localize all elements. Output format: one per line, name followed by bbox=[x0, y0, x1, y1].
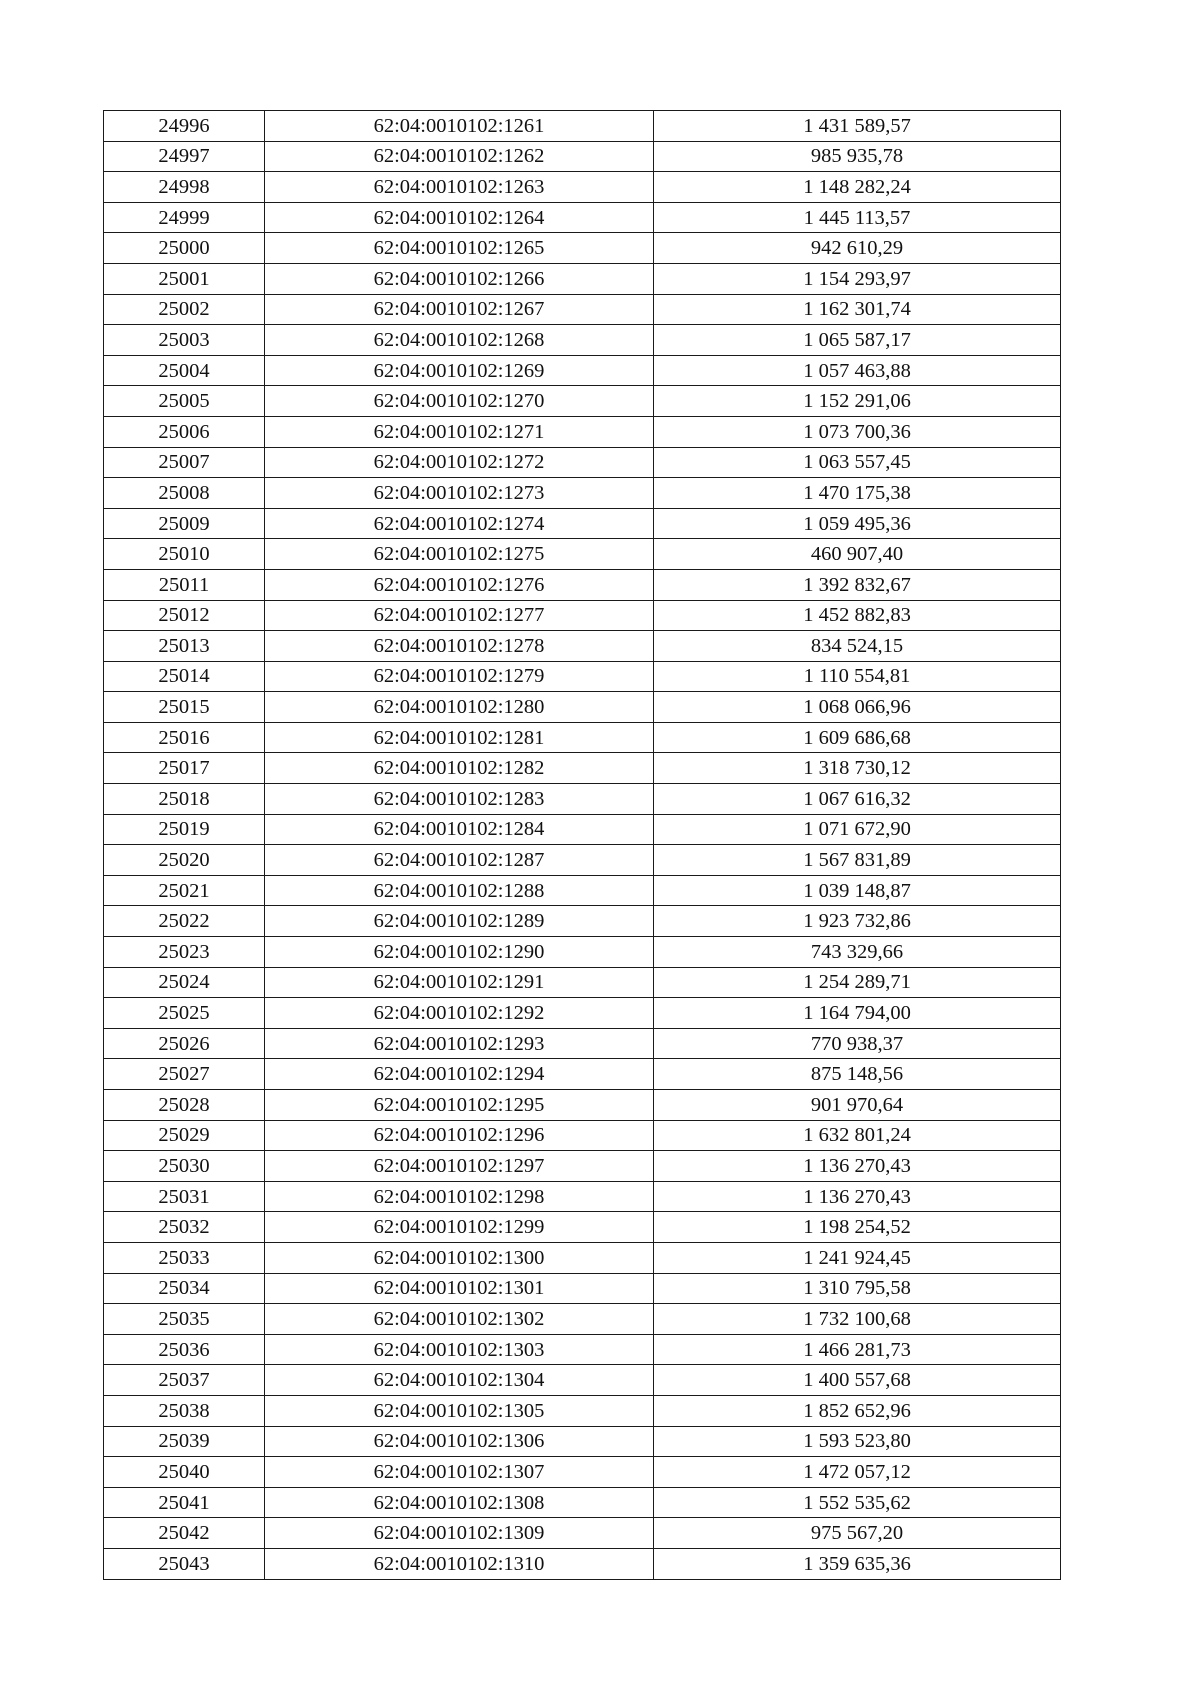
cadastral-value-cell: 1 593 523,80 bbox=[654, 1426, 1061, 1457]
cadastral-number-cell: 62:04:0010102:1308 bbox=[265, 1487, 654, 1518]
cadastral-number-cell: 62:04:0010102:1290 bbox=[265, 937, 654, 968]
row-number-cell: 25042 bbox=[104, 1518, 265, 1549]
table-row bbox=[104, 1028, 1061, 1059]
cadastral-value-cell: 1 732 100,68 bbox=[654, 1304, 1061, 1335]
table-row bbox=[104, 1518, 1061, 1549]
cadastral-value-cell: 1 059 495,36 bbox=[654, 508, 1061, 539]
cadastral-number-cell: 62:04:0010102:1307 bbox=[265, 1457, 654, 1488]
table-row bbox=[104, 1426, 1061, 1457]
cadastral-number-cell: 62:04:0010102:1296 bbox=[265, 1120, 654, 1151]
cadastral-value-cell: 770 938,37 bbox=[654, 1028, 1061, 1059]
cadastral-number-cell: 62:04:0010102:1263 bbox=[265, 172, 654, 203]
cadastral-value-cell: 1 162 301,74 bbox=[654, 294, 1061, 325]
row-number-cell: 25030 bbox=[104, 1151, 265, 1182]
cadastral-number-cell: 62:04:0010102:1303 bbox=[265, 1334, 654, 1365]
row-number-cell: 25026 bbox=[104, 1028, 265, 1059]
cadastral-value-cell: 975 567,20 bbox=[654, 1518, 1061, 1549]
cadastral-number-cell: 62:04:0010102:1274 bbox=[265, 508, 654, 539]
cadastral-number-cell: 62:04:0010102:1273 bbox=[265, 478, 654, 509]
table-row bbox=[104, 967, 1061, 998]
table-row bbox=[104, 600, 1061, 631]
table-row bbox=[104, 1334, 1061, 1365]
cadastral-value-cell: 901 970,64 bbox=[654, 1090, 1061, 1121]
cadastral-number-cell: 62:04:0010102:1280 bbox=[265, 692, 654, 723]
cadastral-value-cell: 875 148,56 bbox=[654, 1059, 1061, 1090]
row-number-cell: 25007 bbox=[104, 447, 265, 478]
cadastral-number-cell: 62:04:0010102:1268 bbox=[265, 325, 654, 356]
row-number-cell: 25011 bbox=[104, 569, 265, 600]
cadastral-number-cell: 62:04:0010102:1270 bbox=[265, 386, 654, 417]
cadastral-value-cell: 1 067 616,32 bbox=[654, 784, 1061, 815]
row-number-cell: 25023 bbox=[104, 937, 265, 968]
row-number-cell: 25043 bbox=[104, 1548, 265, 1579]
cadastral-number-cell: 62:04:0010102:1265 bbox=[265, 233, 654, 264]
table-body bbox=[104, 111, 1061, 1580]
row-number-cell: 25001 bbox=[104, 263, 265, 294]
cadastral-value-cell: 1 136 270,43 bbox=[654, 1181, 1061, 1212]
cadastral-value-cell: 1 445 113,57 bbox=[654, 202, 1061, 233]
cadastral-value-cell: 985 935,78 bbox=[654, 141, 1061, 172]
row-number-cell: 25009 bbox=[104, 508, 265, 539]
cadastral-number-cell: 62:04:0010102:1305 bbox=[265, 1395, 654, 1426]
cadastral-number-cell: 62:04:0010102:1289 bbox=[265, 906, 654, 937]
row-number-cell: 24998 bbox=[104, 172, 265, 203]
row-number-cell: 25038 bbox=[104, 1395, 265, 1426]
cadastral-number-cell: 62:04:0010102:1275 bbox=[265, 539, 654, 570]
cadastral-number-cell: 62:04:0010102:1291 bbox=[265, 967, 654, 998]
cadastral-value-cell: 1 152 291,06 bbox=[654, 386, 1061, 417]
cadastral-value-cell: 1 164 794,00 bbox=[654, 998, 1061, 1029]
table-row bbox=[104, 1181, 1061, 1212]
row-number-cell: 25034 bbox=[104, 1273, 265, 1304]
row-number-cell: 25006 bbox=[104, 416, 265, 447]
cadastral-number-cell: 62:04:0010102:1282 bbox=[265, 753, 654, 784]
table-row bbox=[104, 1548, 1061, 1579]
table-row bbox=[104, 1304, 1061, 1335]
cadastral-value-cell: 1 609 686,68 bbox=[654, 722, 1061, 753]
row-number-cell: 25017 bbox=[104, 753, 265, 784]
cadastral-value-cell: 1 472 057,12 bbox=[654, 1457, 1061, 1488]
cadastral-value-cell: 1 552 535,62 bbox=[654, 1487, 1061, 1518]
cadastral-number-cell: 62:04:0010102:1262 bbox=[265, 141, 654, 172]
row-number-cell: 25025 bbox=[104, 998, 265, 1029]
cadastral-value-cell: 743 329,66 bbox=[654, 937, 1061, 968]
cadastral-value-cell: 1 063 557,45 bbox=[654, 447, 1061, 478]
cadastral-value-cell: 1 310 795,58 bbox=[654, 1273, 1061, 1304]
cadastral-value-cell: 1 400 557,68 bbox=[654, 1365, 1061, 1396]
cadastral-value-cell: 1 241 924,45 bbox=[654, 1242, 1061, 1273]
table-row bbox=[104, 386, 1061, 417]
table-row bbox=[104, 998, 1061, 1029]
row-number-cell: 25020 bbox=[104, 845, 265, 876]
row-number-cell: 25005 bbox=[104, 386, 265, 417]
row-number-cell: 25037 bbox=[104, 1365, 265, 1396]
row-number-cell: 25029 bbox=[104, 1120, 265, 1151]
row-number-cell: 25022 bbox=[104, 906, 265, 937]
table-row bbox=[104, 1090, 1061, 1121]
cadastral-number-cell: 62:04:0010102:1309 bbox=[265, 1518, 654, 1549]
cadastral-number-cell: 62:04:0010102:1297 bbox=[265, 1151, 654, 1182]
table-row bbox=[104, 1120, 1061, 1151]
cadastral-number-cell: 62:04:0010102:1302 bbox=[265, 1304, 654, 1335]
row-number-cell: 25003 bbox=[104, 325, 265, 356]
cadastral-value-cell: 460 907,40 bbox=[654, 539, 1061, 570]
table-row bbox=[104, 478, 1061, 509]
row-number-cell: 25031 bbox=[104, 1181, 265, 1212]
row-number-cell: 25028 bbox=[104, 1090, 265, 1121]
cadastral-value-cell: 1 567 831,89 bbox=[654, 845, 1061, 876]
table-row bbox=[104, 631, 1061, 662]
cadastral-value-cell: 942 610,29 bbox=[654, 233, 1061, 264]
cadastral-value-cell: 1 632 801,24 bbox=[654, 1120, 1061, 1151]
row-number-cell: 25014 bbox=[104, 661, 265, 692]
cadastral-number-cell: 62:04:0010102:1306 bbox=[265, 1426, 654, 1457]
table-row bbox=[104, 1059, 1061, 1090]
cadastral-value-cell: 1 198 254,52 bbox=[654, 1212, 1061, 1243]
table-row bbox=[104, 539, 1061, 570]
cadastral-value-cell: 1 254 289,71 bbox=[654, 967, 1061, 998]
cadastral-number-cell: 62:04:0010102:1278 bbox=[265, 631, 654, 662]
row-number-cell: 25039 bbox=[104, 1426, 265, 1457]
row-number-cell: 25008 bbox=[104, 478, 265, 509]
cadastral-number-cell: 62:04:0010102:1288 bbox=[265, 875, 654, 906]
table-row bbox=[104, 508, 1061, 539]
cadastral-value-cell: 1 359 635,36 bbox=[654, 1548, 1061, 1579]
cadastral-value-cell: 834 524,15 bbox=[654, 631, 1061, 662]
table-row bbox=[104, 722, 1061, 753]
table-row bbox=[104, 416, 1061, 447]
cadastral-number-cell: 62:04:0010102:1269 bbox=[265, 355, 654, 386]
table-row bbox=[104, 1151, 1061, 1182]
cadastral-number-cell: 62:04:0010102:1295 bbox=[265, 1090, 654, 1121]
row-number-cell: 25010 bbox=[104, 539, 265, 570]
table-row bbox=[104, 1242, 1061, 1273]
row-number-cell: 25041 bbox=[104, 1487, 265, 1518]
cadastral-number-cell: 62:04:0010102:1287 bbox=[265, 845, 654, 876]
row-number-cell: 25000 bbox=[104, 233, 265, 264]
row-number-cell: 25033 bbox=[104, 1242, 265, 1273]
table-row bbox=[104, 325, 1061, 356]
cadastral-value-cell: 1 148 282,24 bbox=[654, 172, 1061, 203]
row-number-cell: 24997 bbox=[104, 141, 265, 172]
table-row bbox=[104, 1212, 1061, 1243]
table-row bbox=[104, 753, 1061, 784]
cadastral-number-cell: 62:04:0010102:1301 bbox=[265, 1273, 654, 1304]
table-row bbox=[104, 845, 1061, 876]
cadastral-number-cell: 62:04:0010102:1264 bbox=[265, 202, 654, 233]
table-row bbox=[104, 569, 1061, 600]
cadastral-number-cell: 62:04:0010102:1266 bbox=[265, 263, 654, 294]
cadastral-number-cell: 62:04:0010102:1284 bbox=[265, 814, 654, 845]
table-row bbox=[104, 1395, 1061, 1426]
cadastral-value-table bbox=[103, 110, 1061, 1580]
table-row bbox=[104, 692, 1061, 723]
row-number-cell: 25035 bbox=[104, 1304, 265, 1335]
table-row bbox=[104, 172, 1061, 203]
table-row bbox=[104, 906, 1061, 937]
cadastral-value-cell: 1 318 730,12 bbox=[654, 753, 1061, 784]
cadastral-number-cell: 62:04:0010102:1283 bbox=[265, 784, 654, 815]
cadastral-value-cell: 1 071 672,90 bbox=[654, 814, 1061, 845]
table-row bbox=[104, 294, 1061, 325]
cadastral-number-cell: 62:04:0010102:1271 bbox=[265, 416, 654, 447]
cadastral-number-cell: 62:04:0010102:1299 bbox=[265, 1212, 654, 1243]
cadastral-value-cell: 1 110 554,81 bbox=[654, 661, 1061, 692]
row-number-cell: 25036 bbox=[104, 1334, 265, 1365]
cadastral-number-cell: 62:04:0010102:1261 bbox=[265, 111, 654, 142]
table-row bbox=[104, 937, 1061, 968]
table-row bbox=[104, 1273, 1061, 1304]
row-number-cell: 25002 bbox=[104, 294, 265, 325]
table-row bbox=[104, 875, 1061, 906]
row-number-cell: 25032 bbox=[104, 1212, 265, 1243]
table-row bbox=[104, 1365, 1061, 1396]
table-row bbox=[104, 661, 1061, 692]
table-row bbox=[104, 447, 1061, 478]
cadastral-value-cell: 1 392 832,67 bbox=[654, 569, 1061, 600]
cadastral-value-cell: 1 136 270,43 bbox=[654, 1151, 1061, 1182]
table-row bbox=[104, 263, 1061, 294]
table-row bbox=[104, 111, 1061, 142]
cadastral-number-cell: 62:04:0010102:1310 bbox=[265, 1548, 654, 1579]
row-number-cell: 25024 bbox=[104, 967, 265, 998]
cadastral-number-cell: 62:04:0010102:1293 bbox=[265, 1028, 654, 1059]
row-number-cell: 25019 bbox=[104, 814, 265, 845]
cadastral-number-cell: 62:04:0010102:1267 bbox=[265, 294, 654, 325]
table-row bbox=[104, 233, 1061, 264]
row-number-cell: 25012 bbox=[104, 600, 265, 631]
cadastral-number-cell: 62:04:0010102:1279 bbox=[265, 661, 654, 692]
table-row bbox=[104, 814, 1061, 845]
cadastral-value-cell: 1 466 281,73 bbox=[654, 1334, 1061, 1365]
cadastral-value-cell: 1 039 148,87 bbox=[654, 875, 1061, 906]
cadastral-value-cell: 1 154 293,97 bbox=[654, 263, 1061, 294]
table-row bbox=[104, 1457, 1061, 1488]
row-number-cell: 25015 bbox=[104, 692, 265, 723]
table-row bbox=[104, 355, 1061, 386]
cadastral-value-cell: 1 923 732,86 bbox=[654, 906, 1061, 937]
row-number-cell: 25021 bbox=[104, 875, 265, 906]
cadastral-number-cell: 62:04:0010102:1272 bbox=[265, 447, 654, 478]
cadastral-value-cell: 1 073 700,36 bbox=[654, 416, 1061, 447]
cadastral-number-cell: 62:04:0010102:1298 bbox=[265, 1181, 654, 1212]
row-number-cell: 25040 bbox=[104, 1457, 265, 1488]
cadastral-number-cell: 62:04:0010102:1300 bbox=[265, 1242, 654, 1273]
row-number-cell: 25018 bbox=[104, 784, 265, 815]
table-row bbox=[104, 1487, 1061, 1518]
table-row bbox=[104, 784, 1061, 815]
table-row bbox=[104, 202, 1061, 233]
row-number-cell: 24999 bbox=[104, 202, 265, 233]
row-number-cell: 25027 bbox=[104, 1059, 265, 1090]
cadastral-value-cell: 1 452 882,83 bbox=[654, 600, 1061, 631]
row-number-cell: 24996 bbox=[104, 111, 265, 142]
cadastral-value-cell: 1 057 463,88 bbox=[654, 355, 1061, 386]
cadastral-value-cell: 1 852 652,96 bbox=[654, 1395, 1061, 1426]
cadastral-value-cell: 1 065 587,17 bbox=[654, 325, 1061, 356]
cadastral-number-cell: 62:04:0010102:1277 bbox=[265, 600, 654, 631]
row-number-cell: 25004 bbox=[104, 355, 265, 386]
cadastral-number-cell: 62:04:0010102:1276 bbox=[265, 569, 654, 600]
row-number-cell: 25013 bbox=[104, 631, 265, 662]
cadastral-value-cell: 1 431 589,57 bbox=[654, 111, 1061, 142]
cadastral-number-cell: 62:04:0010102:1292 bbox=[265, 998, 654, 1029]
cadastral-number-cell: 62:04:0010102:1281 bbox=[265, 722, 654, 753]
row-number-cell: 25016 bbox=[104, 722, 265, 753]
cadastral-number-cell: 62:04:0010102:1294 bbox=[265, 1059, 654, 1090]
table-row bbox=[104, 141, 1061, 172]
cadastral-value-cell: 1 470 175,38 bbox=[654, 478, 1061, 509]
cadastral-value-cell: 1 068 066,96 bbox=[654, 692, 1061, 723]
cadastral-number-cell: 62:04:0010102:1304 bbox=[265, 1365, 654, 1396]
